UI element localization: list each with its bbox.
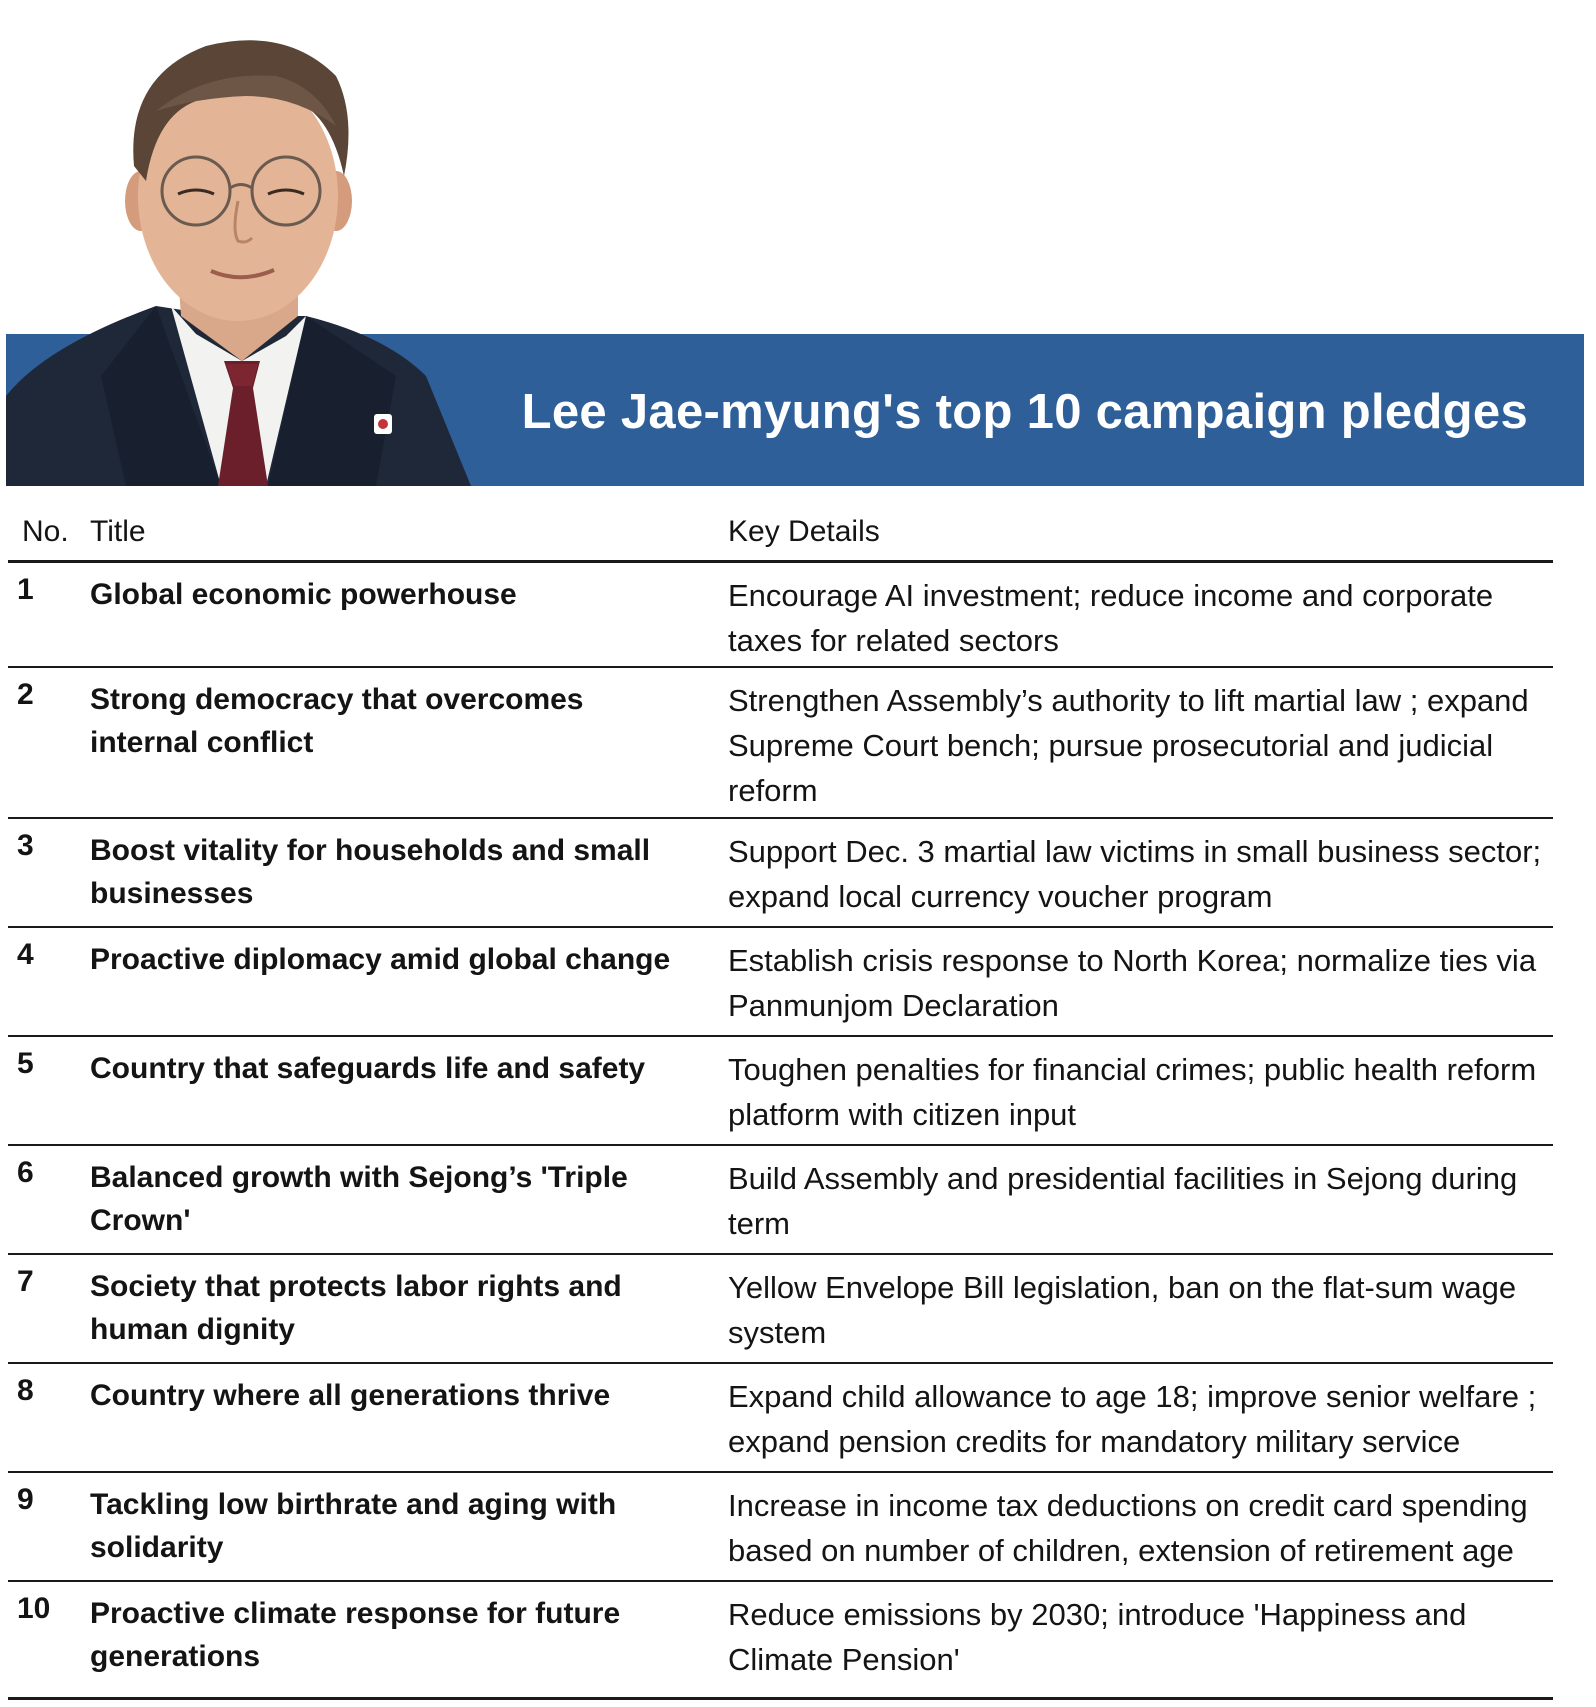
row-details: Encourage AI investment; reduce income and corporate taxes for related sectors — [728, 578, 1494, 658]
row-title: Tackling low birthrate and aging with solidarity — [90, 1488, 617, 1564]
column-header-details: Key Details — [728, 515, 880, 548]
row-title: Balanced growth with Sejong’s 'Triple Crown' — [90, 1161, 628, 1237]
row-details: Strengthen Assembly’s authority to lift martial law ; expand Supreme Court bench; pursue prosecutorial and judicial reform — [728, 683, 1529, 808]
row-title: Boost vitality for households and small businesses — [90, 834, 651, 910]
pledges-table — [8, 512, 1553, 1700]
table-header — [8, 512, 1553, 563]
row-title: Society that protects labor rights and human dignity — [90, 1270, 622, 1346]
table-row — [8, 1037, 1553, 1146]
row-number: 4 — [17, 938, 34, 971]
column-header-no: No. — [22, 515, 69, 548]
portrait-photo — [6, 16, 471, 486]
table-row — [8, 1255, 1553, 1364]
row-details: Support Dec. 3 martial law victims in small business sector; expand local currency voucher program — [728, 834, 1542, 914]
row-details: Build Assembly and presidential facilities in Sejong during term — [728, 1161, 1518, 1241]
row-title: Country where all generations thrive — [90, 1379, 611, 1412]
table-row — [8, 1364, 1553, 1473]
table-row — [8, 668, 1553, 819]
row-title: Strong democracy that overcomes internal conflict — [90, 683, 584, 759]
table-row — [8, 1146, 1553, 1255]
row-details: Yellow Envelope Bill legislation, ban on the flat-sum wage system — [728, 1270, 1517, 1350]
row-number: 6 — [17, 1156, 34, 1189]
table-row — [8, 1582, 1553, 1700]
row-title: Proactive climate response for future generations — [90, 1597, 621, 1673]
row-details: Toughen penalties for financial crimes; public health reform platform with citizen input — [728, 1052, 1537, 1132]
table-row — [8, 1473, 1553, 1582]
row-number: 1 — [17, 573, 34, 606]
row-title: Global economic powerhouse — [90, 578, 517, 611]
row-number: 7 — [17, 1265, 34, 1298]
row-title: Proactive diplomacy amid global change — [90, 943, 671, 976]
row-details: Establish crisis response to North Korea; normalize ties via Panmunjom Declaration — [728, 943, 1537, 1023]
row-details: Expand child allowance to age 18; improve senior welfare ; expand pension credits for mandatory military service — [728, 1379, 1537, 1459]
row-number: 8 — [17, 1374, 34, 1407]
portrait-illustration — [6, 16, 471, 486]
row-number: 5 — [17, 1047, 34, 1080]
row-number: 2 — [17, 678, 34, 711]
table-row — [8, 563, 1553, 668]
row-number: 3 — [17, 829, 34, 862]
row-details: Increase in income tax deductions on credit card spending based on number of children, extension of retirement age — [728, 1488, 1528, 1568]
row-number: 9 — [17, 1483, 34, 1516]
column-header-title: Title — [90, 515, 146, 548]
table-row — [8, 819, 1553, 928]
row-details: Reduce emissions by 2030; introduce 'Happiness and Climate Pension' — [728, 1597, 1467, 1677]
table-row — [8, 928, 1553, 1037]
page-title: Lee Jae-myung's top 10 campaign pledges — [521, 385, 1528, 439]
row-number: 10 — [17, 1592, 51, 1625]
row-title: Country that safeguards life and safety — [90, 1052, 646, 1085]
